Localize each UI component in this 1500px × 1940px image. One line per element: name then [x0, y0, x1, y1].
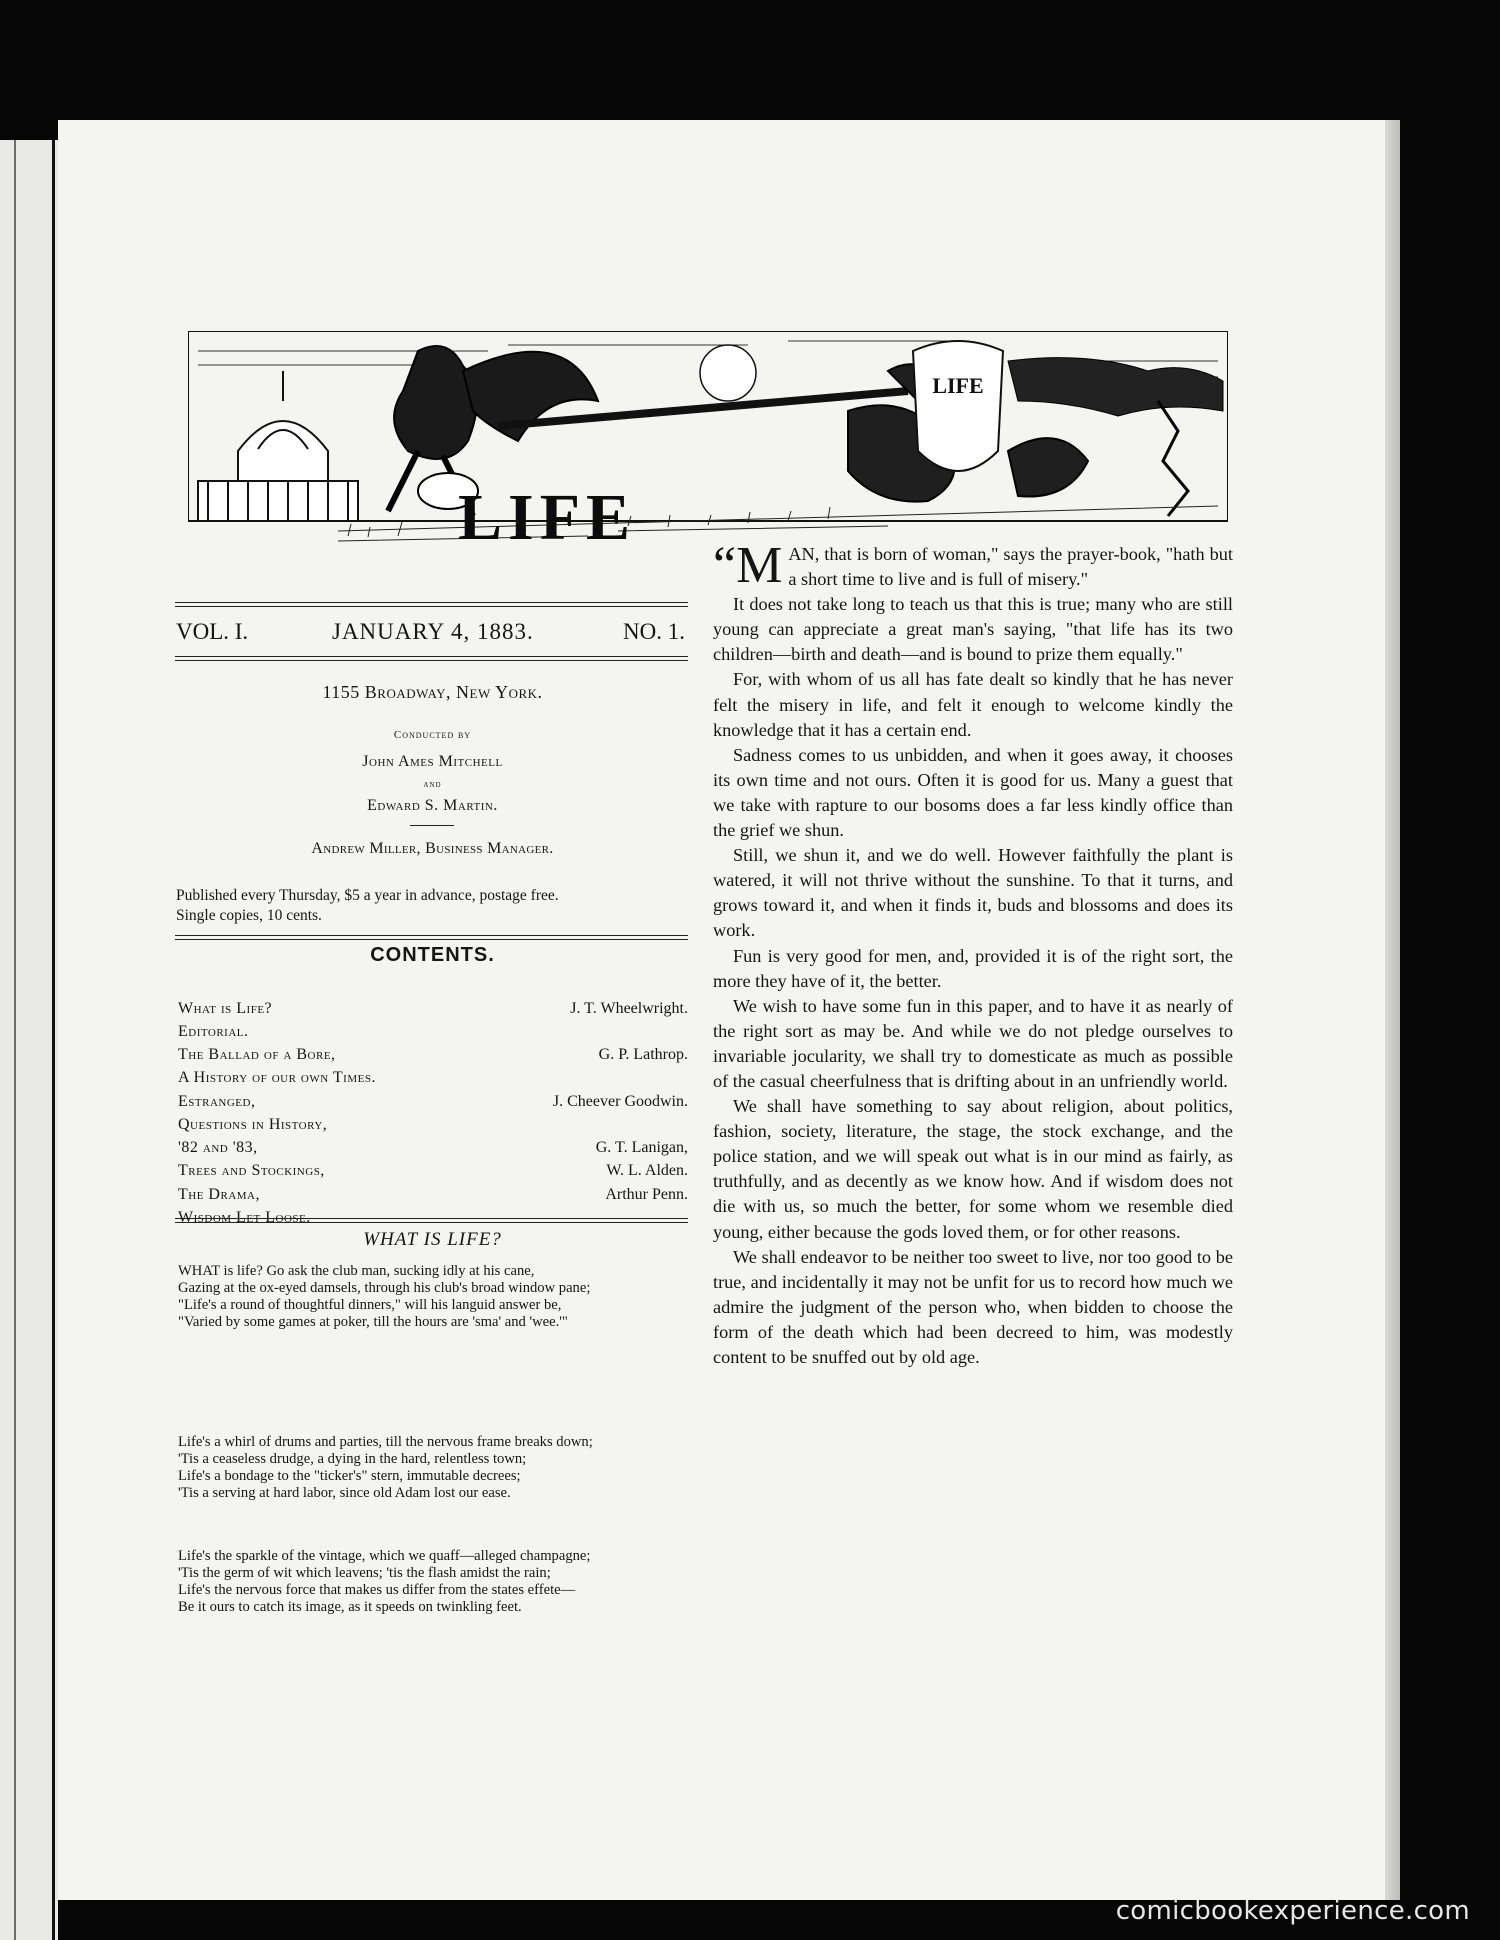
contents-row — [178, 1162, 688, 1186]
header-rule-bottom — [175, 656, 688, 661]
contents-title: Trees and Stockings, — [178, 1162, 325, 1179]
contents-title: The Drama, — [178, 1186, 260, 1203]
editorial-paragraph-3: For, with whom of us all has fate dealt so kindly that he has never felt the misery in life, and felt it enough to welcome kindly the knowledge that it has a certain end. — [713, 669, 1233, 740]
issue-date: JANUARY 4, 1883. — [332, 619, 534, 644]
contents-author: J. Cheever Goodwin. — [552, 1093, 688, 1110]
contents-title: The Ballad of a Bore, — [178, 1046, 336, 1063]
contents-title: '82 and '83, — [178, 1139, 258, 1156]
contents-title: What is Life? — [178, 1000, 273, 1017]
editorial-paragraph-5: Still, we shun it, and we do well. However faithfully the plant is watered, it will not thrive without the sunshine. To that it turns, and grows toward it, and when it finds it, buds and blossoms and does its work. — [713, 845, 1233, 941]
editorial-paragraph-9: We shall endeavor to be neither too sweet to live, nor too good to be true, and incidentally it may not be unfit for us to record how much we admire the judgment of the person who, when bidden to choose the form of the death which had been decreed to him, was modestly content to be snuffed out by old age. — [713, 1246, 1233, 1367]
contents-author: Arthur Penn. — [605, 1186, 688, 1203]
contents-row — [178, 1046, 688, 1070]
poem-line: 'Tis a serving at hard labor, since old Adam lost our ease. — [178, 1485, 511, 1501]
poem-line: Life's the sparkle of the vintage, which we quaff—alleged champagne; — [178, 1548, 591, 1564]
poem-line: Life's the nervous force that makes us differ from the states effete— — [178, 1582, 576, 1598]
contents-title: Questions in History, — [178, 1116, 328, 1133]
poem-line: Life's a whirl of drums and parties, till the nervous frame breaks down; — [178, 1434, 593, 1450]
poem-line: WHAT is life? Go ask the club man, sucking idly at his cane, — [178, 1263, 535, 1279]
editorial-paragraph-6: Fun is very good for men, and, provided it is of the right sort, the more they have of it, the better. — [713, 945, 1233, 991]
poem-line: "Varied by some games at poker, till the hours are 'sma' and 'wee.'" — [178, 1314, 568, 1330]
contents-row — [178, 1139, 688, 1163]
poem-line: Be it ours to catch its image, as it speeds on twinkling feet. — [178, 1599, 522, 1615]
contents-author: J. T. Wheelwright. — [570, 1000, 688, 1017]
poem-stanza-1 — [178, 1263, 692, 1331]
and-label: and — [423, 779, 442, 790]
watermark: comicbookexperience.com — [1115, 1896, 1470, 1926]
editorial-column — [713, 537, 1233, 1370]
page-edge-shade — [1385, 120, 1400, 1900]
volume-label: VOL. I. — [176, 619, 249, 644]
header-rule-top — [175, 602, 688, 607]
poem-rule-top — [175, 1218, 688, 1223]
contents-row — [178, 1069, 688, 1093]
contents-row — [178, 1000, 688, 1024]
life-shield — [913, 341, 1003, 471]
contents-rule-top — [175, 935, 688, 940]
editor-name-1: John Ames Mitchell — [362, 753, 503, 770]
conducted-by-label: Conducted by — [393, 729, 472, 741]
masthead-illustration — [188, 331, 1228, 553]
single-copy-price: Single copies, 10 cents. — [176, 907, 322, 924]
contents-author: G. P. Lathrop. — [598, 1046, 688, 1063]
contents-author: W. L. Alden. — [606, 1162, 688, 1179]
issue-number: NO. 1. — [623, 619, 685, 644]
spine-line — [52, 140, 55, 1940]
contents-row — [178, 1186, 688, 1210]
poem-line: "Life's a round of thoughtful dinners," will his languid answer be, — [178, 1297, 562, 1313]
poem-line: 'Tis the germ of wit which leavens; 'tis the flash amidst the rain; — [178, 1565, 551, 1581]
editorial-paragraph-4: Sadness comes to us unbidden, and when it goes away, it chooses its own time and not ours. Often it is good for us. Many a guest that we take with rapture to our bosoms does a far less kindly office than the grief we shun. — [713, 744, 1233, 841]
contents-title: Editorial. — [178, 1023, 249, 1040]
editorial-paragraph-1: “M AN, that is born of woman," says the prayer-book, "hath but a short time to live and is full of misery." — [713, 537, 1233, 594]
contents-row — [178, 1116, 688, 1140]
contents-title: A History of our own Times. — [178, 1069, 376, 1086]
contents-title: Estranged, — [178, 1093, 256, 1110]
editor-name-2: Edward S. Martin. — [367, 797, 498, 814]
publication-terms: Published every Thursday, $5 a year in advance, postage free. — [176, 887, 559, 904]
contents-title: Wisdom Let Loose. — [178, 1209, 311, 1226]
poem-line: Life's a bondage to the "ticker's" stern, immutable decrees; — [178, 1468, 521, 1484]
publisher-address: 1155 Broadway, New York. — [322, 682, 543, 702]
contents-heading: CONTENTS. — [370, 944, 495, 966]
poem-stanza-3 — [178, 1548, 692, 1616]
contents-row — [178, 1093, 688, 1117]
contents-author: G. T. Lanigan, — [595, 1139, 688, 1156]
editorial-paragraph-2: It does not take long to teach us that this is true; many who are still young can appreciate a great man's saying, "that life has its two children—birth and death—and is bound to prize them equally." — [713, 594, 1233, 665]
svg-text:LIFE: LIFE — [932, 373, 984, 398]
short-rule — [410, 825, 454, 826]
book-spine — [0, 140, 58, 1940]
poem-line: 'Tis a ceaseless drudge, a dying in the hard, relentless town; — [178, 1451, 527, 1467]
editorial-paragraph-7: We wish to have some fun in this paper, and to have it as nearly of the right sort as may be. And while we do not pledge ourselves to invariable jocularity, we shall try to domesticate as much as possible of the casual cheerfulness that is drifting about in an unfriendly world. — [713, 995, 1233, 1091]
poem-line: Gazing at the ox-eyed damsels, through his club's broad window pane; — [178, 1280, 591, 1296]
poem-title: WHAT IS LIFE? — [363, 1229, 502, 1250]
masthead-title: LIFE — [458, 481, 637, 553]
contents-row — [178, 1023, 688, 1047]
drop-cap: “M — [713, 537, 783, 594]
editorial-paragraph-8: We shall have something to say about religion, about politics, fashion, society, literature, the stage, the stock exchange, and the police station, and we will speak out what is in our mind as fairly, as truthfully, and as decently as we know how. And if wisdom does not die with us, so much the better, for some whom we resemble died young, either because the gods loved them, or for other reasons. — [713, 1096, 1233, 1242]
poem-stanza-2 — [178, 1434, 692, 1502]
business-manager: Andrew Miller, Business Manager. — [311, 840, 554, 857]
spine-edge — [14, 140, 16, 1940]
